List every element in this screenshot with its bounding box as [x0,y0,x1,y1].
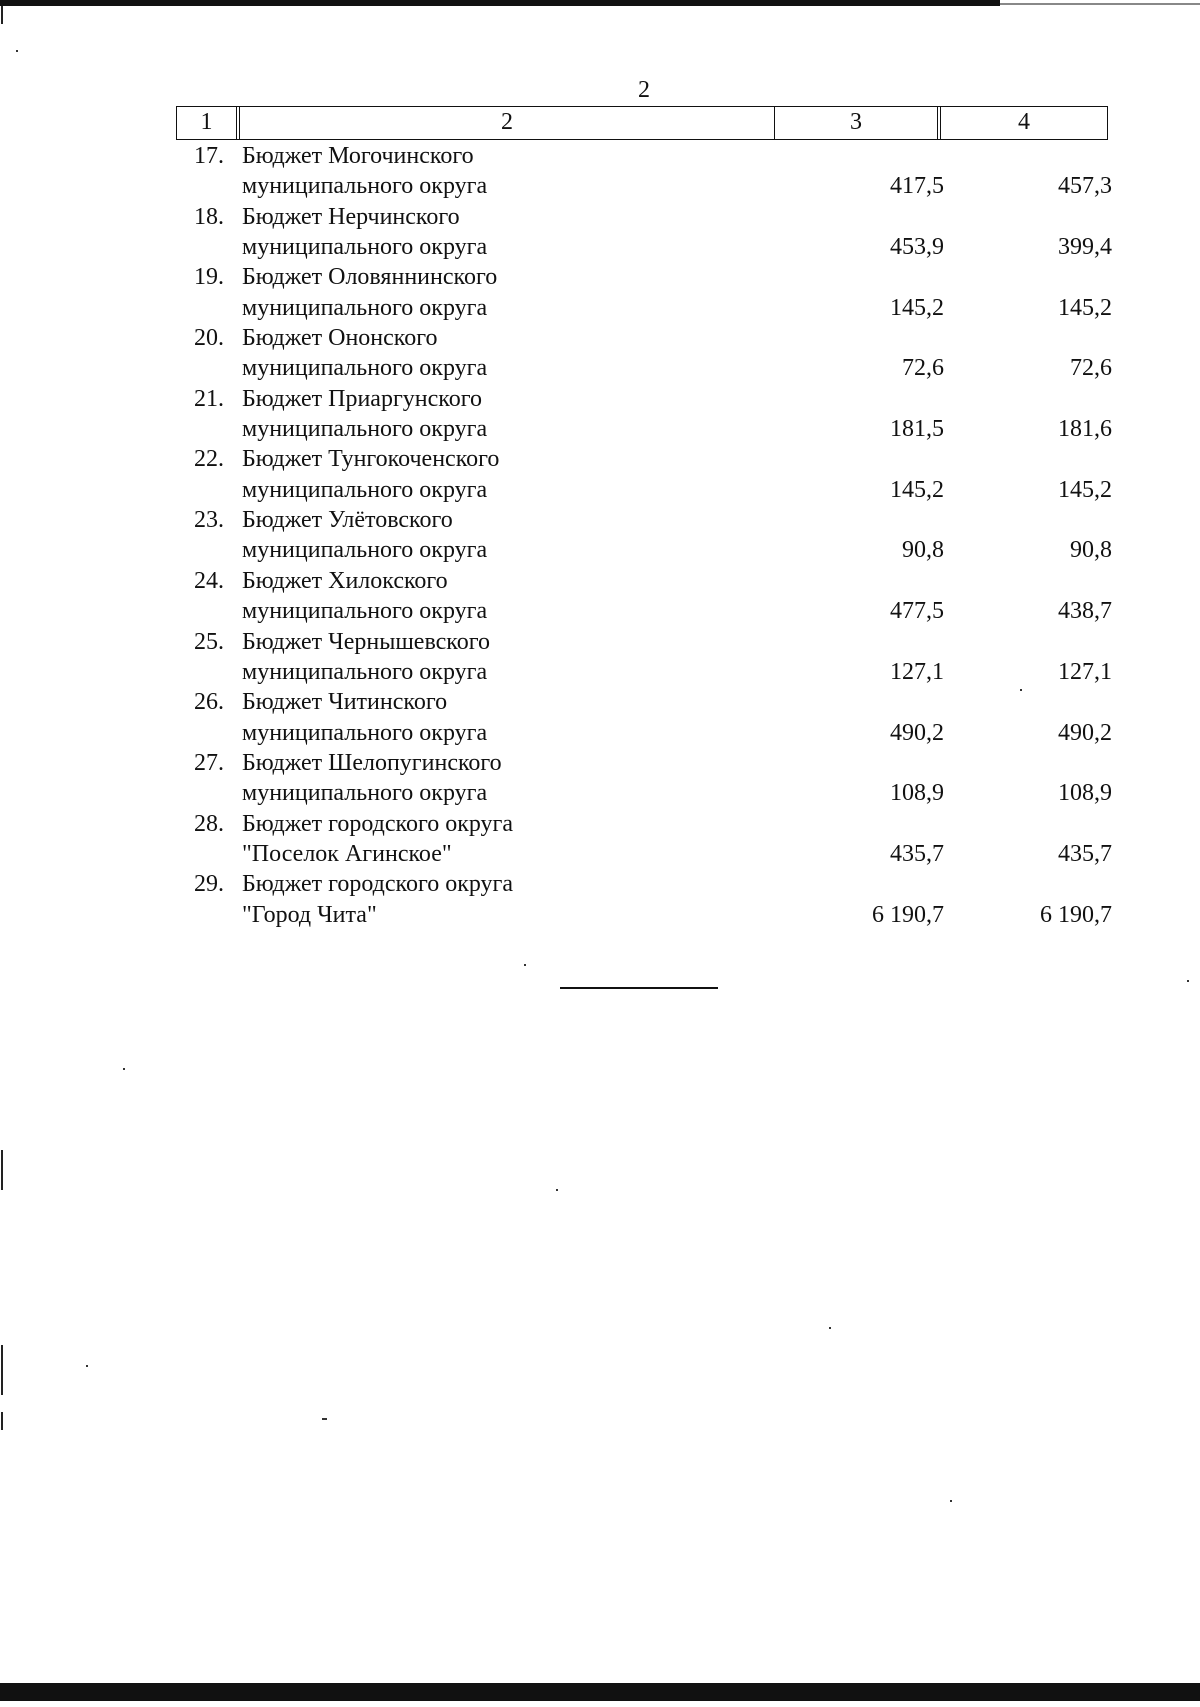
row-name-line2: муниципального округа [242,355,488,382]
row-number: 21. [194,385,224,412]
table-row [176,202,1112,263]
scan-speck [556,1189,558,1191]
row-number: 29. [194,871,224,898]
scan-speck [86,1365,88,1367]
row-name-line2: муниципального округа [242,294,488,321]
table-row [176,627,1112,688]
scan-border-top [0,0,1000,6]
row-value-col3: 145,2 [890,476,944,503]
scan-edge-mark [1,1150,3,1190]
row-name-line1: Бюджет Ононского [242,325,438,352]
scan-border-top-thin [1000,3,1200,5]
table-row [176,869,1112,930]
row-value-col4: 72,6 [1070,355,1112,382]
scan-border-bottom [0,1683,1200,1701]
page-number: 2 [638,77,650,103]
row-name-line2: "Поселок Агинское" [242,840,452,867]
table-row [176,444,1112,505]
row-name-line1: Бюджет Чернышевского [242,628,490,655]
row-name-line1: Бюджет городского округа [242,871,514,898]
row-number: 24. [194,567,224,594]
row-value-col3: 90,8 [902,537,944,564]
row-name-line1: Бюджет Хилокского [242,567,448,594]
table-row [176,566,1112,627]
row-number: 19. [194,264,224,291]
table-row [176,323,1112,384]
table-body [176,141,1112,930]
table-row [176,505,1112,566]
table-row [176,687,1112,748]
row-name-line2: муниципального округа [242,658,488,685]
row-name-line2: муниципального округа [242,416,488,443]
row-number: 20. [194,325,224,352]
row-value-col3: 127,1 [890,658,944,685]
row-value-col4: 435,7 [1058,840,1112,867]
scan-edge-mark [1,1412,3,1430]
row-value-col3: 453,9 [890,234,944,261]
row-number: 18. [194,203,224,230]
row-value-col3: 417,5 [890,173,944,200]
table-row [176,262,1112,323]
scan-edge-mark [1,1345,3,1395]
row-name-line1: Бюджет Читинского [242,689,448,716]
row-number: 22. [194,446,224,473]
table-row [176,384,1112,445]
row-name-line2: муниципального округа [242,537,488,564]
row-value-col4: 399,4 [1058,234,1112,261]
row-name-line1: Бюджет Приаргунского [242,385,482,412]
row-number: 23. [194,507,224,534]
table-row [176,748,1112,809]
table-header [176,106,1108,140]
row-value-col4: 90,8 [1070,537,1112,564]
row-number: 17. [194,143,224,169]
scan-speck [524,964,526,966]
row-name-line2: муниципального округа [242,476,488,503]
row-name-line1: Бюджет Оловяннинского [242,264,498,291]
row-value-col4: 127,1 [1058,658,1112,685]
row-name-line2: "Город Чита" [242,901,377,928]
row-value-col4: 108,9 [1058,780,1112,807]
row-name-line1: Бюджет Улётовского [242,507,453,534]
scan-speck [123,1068,125,1070]
row-name-line2: муниципального округа [242,598,488,625]
scan-edge-mark [1,6,3,24]
scan-speck [1187,980,1189,982]
row-name-line1: Бюджет Тунгокоченского [242,446,500,473]
scan-speck [950,1500,952,1502]
row-number: 26. [194,689,224,716]
row-number: 28. [194,810,224,837]
row-value-col3: 181,5 [890,416,944,443]
column-header-1: 1 [177,107,240,139]
row-name-line1: Бюджет Нерчинского [242,203,460,230]
row-name-line2: муниципального округа [242,719,488,746]
row-value-col3: 477,5 [890,598,944,625]
row-name-line2: муниципального округа [242,234,488,261]
row-number: 27. [194,749,224,776]
end-of-document-rule [560,987,718,989]
row-name-line2: муниципального округа [242,173,488,200]
row-value-col4: 181,6 [1058,416,1112,443]
scan-speck [16,50,18,52]
row-number: 25. [194,628,224,655]
row-name-line1: Бюджет Могочинского [242,143,474,169]
row-value-col4: 490,2 [1058,719,1112,746]
scan-speck [829,1327,831,1329]
row-name-line1: Бюджет городского округа [242,810,514,837]
row-value-col3: 490,2 [890,719,944,746]
column-header-2: 2 [240,107,775,139]
row-value-col4: 457,3 [1058,173,1112,200]
row-value-col3: 72,6 [902,355,944,382]
row-value-col3: 435,7 [890,840,944,867]
table-row [176,141,1112,202]
row-name-line2: муниципального округа [242,780,488,807]
row-value-col3: 6 190,7 [872,901,944,928]
row-name-line1: Бюджет Шелопугинского [242,749,502,776]
row-value-col3: 108,9 [890,780,944,807]
row-value-col3: 145,2 [890,294,944,321]
table-row [176,809,1112,870]
scan-speck [322,1418,327,1420]
row-value-col4: 438,7 [1058,598,1112,625]
row-value-col4: 145,2 [1058,294,1112,321]
row-value-col4: 6 190,7 [1040,901,1112,928]
row-value-col4: 145,2 [1058,476,1112,503]
column-header-3: 3 [775,107,941,139]
column-header-4: 4 [1018,109,1030,135]
